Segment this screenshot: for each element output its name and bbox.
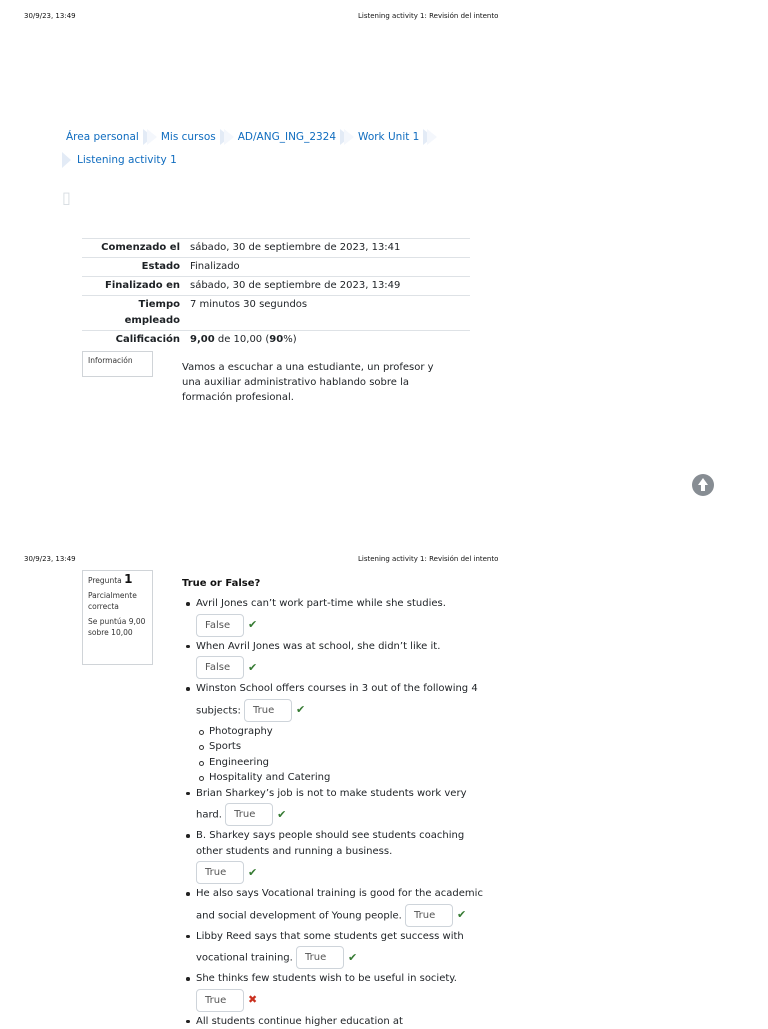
incorrect-cross-icon: ✖ (248, 993, 257, 1006)
breadcrumb-separator (143, 129, 157, 145)
list-item (196, 786, 486, 829)
scroll-top-button[interactable] (692, 474, 714, 496)
breadcrumb-work-unit[interactable]: Work Unit 1 (354, 131, 423, 143)
summary-row (82, 296, 470, 331)
list-item (196, 681, 486, 786)
correct-check-icon: ✔ (277, 808, 286, 821)
answer-select[interactable]: True (244, 699, 292, 722)
summary-value: 7 minutos 30 segundos (186, 296, 470, 331)
summary-label: Comenzado el (82, 239, 186, 258)
activity-icon: ▯ (62, 188, 71, 207)
summary-row (82, 239, 470, 258)
grade-percent: 90 (269, 334, 283, 345)
breadcrumb-separator (220, 129, 234, 145)
correct-check-icon: ✔ (248, 866, 257, 879)
list-item (196, 828, 486, 886)
summary-row (82, 277, 470, 296)
item-text: Winston School offers courses in 3 out of the following 4 subjects: (196, 683, 478, 716)
answer-select[interactable]: False (196, 614, 244, 637)
info-box (82, 351, 153, 377)
correct-check-icon: ✔ (457, 908, 466, 921)
answer-select[interactable]: True (196, 989, 244, 1012)
item-text: Libby Reed says that some students get success with vocational training. (196, 931, 464, 964)
answer-select[interactable]: True (405, 904, 453, 927)
print-date: 30/9/23, 13:49 (24, 555, 76, 563)
list-item (196, 971, 486, 1014)
subject-item: Photography (209, 724, 486, 740)
subject-item: Engineering (209, 755, 486, 771)
grade-score: 9,00 (190, 334, 215, 345)
print-title: Listening activity 1: Revisión del intento (358, 555, 498, 563)
summary-value: sábado, 30 de septiembre de 2023, 13:49 (186, 277, 470, 296)
print-date: 30/9/23, 13:49 (24, 12, 76, 20)
subject-item: Hospitality and Catering (209, 770, 486, 786)
item-text: B. Sharkey says people should see students coaching other students and running a business. (196, 830, 464, 857)
attempt-summary-table (82, 238, 470, 349)
correct-check-icon: ✔ (248, 618, 257, 631)
summary-value (186, 331, 470, 350)
summary-row (82, 331, 470, 350)
question-title: True or False? (182, 578, 260, 589)
summary-label: Finalizado en (82, 277, 186, 296)
info-label: Información (88, 355, 147, 366)
question-state: Parcialmente correcta (88, 590, 147, 612)
breadcrumb-course[interactable]: AD/ANG_ING_2324 (234, 131, 340, 143)
summary-label: Tiempo empleado (82, 296, 186, 331)
item-text: When Avril Jones was at school, she didn’t like it. (196, 641, 440, 652)
answer-select[interactable]: True (225, 803, 273, 826)
item-text: Brian Sharkey’s job is not to make students work very hard. (196, 788, 466, 821)
answer-select[interactable]: True (196, 861, 244, 884)
breadcrumb-separator (423, 129, 437, 145)
item-text: Avril Jones can’t work part-time while she studies. (196, 598, 446, 609)
breadcrumb-separator (340, 129, 354, 145)
summary-value: sábado, 30 de septiembre de 2023, 13:41 (186, 239, 470, 258)
list-item (196, 596, 486, 639)
correct-check-icon: ✔ (296, 703, 305, 716)
item-text: All students continue higher education at (196, 1016, 403, 1027)
question-number: 1 (124, 572, 132, 586)
print-header (0, 12, 768, 26)
subject-list (196, 724, 486, 786)
list-item (196, 929, 486, 972)
question-grade: Se puntúa 9,00 sobre 10,00 (88, 616, 147, 638)
item-text: He also says Vocational training is good for the academic and social development of Young people. (196, 888, 483, 921)
question-info-box (82, 570, 153, 665)
summary-value: Finalizado (186, 258, 470, 277)
grade-percent-sign: %) (283, 334, 296, 345)
item-text: She thinks few students wish to be useful in society. (196, 973, 457, 984)
subject-item: Sports (209, 739, 486, 755)
breadcrumb-separator (62, 152, 71, 168)
summary-row (82, 258, 470, 277)
breadcrumb (62, 128, 462, 174)
correct-check-icon: ✔ (248, 661, 257, 674)
summary-label: Estado (82, 258, 186, 277)
info-text: Vamos a escuchar a una estudiante, un profesor y una auxiliar administrativo hablando sobre la formación profesional. (182, 360, 452, 405)
list-item (196, 1014, 486, 1029)
print-title: Listening activity 1: Revisión del intento (358, 12, 498, 20)
answer-select[interactable]: True (296, 946, 344, 969)
list-item (196, 639, 486, 682)
correct-check-icon: ✔ (348, 951, 357, 964)
answer-select[interactable]: False (196, 656, 244, 679)
summary-label: Calificación (82, 331, 186, 350)
question-label: Pregunta (88, 576, 122, 585)
list-item (196, 886, 486, 929)
breadcrumb-activity[interactable]: Listening activity 1 (73, 154, 181, 166)
print-header (0, 555, 768, 569)
breadcrumb-mis-cursos[interactable]: Mis cursos (157, 131, 220, 143)
breadcrumb-area-personal[interactable]: Área personal (62, 131, 143, 143)
question-items (182, 596, 486, 1029)
grade-max: de 10,00 ( (215, 334, 270, 345)
